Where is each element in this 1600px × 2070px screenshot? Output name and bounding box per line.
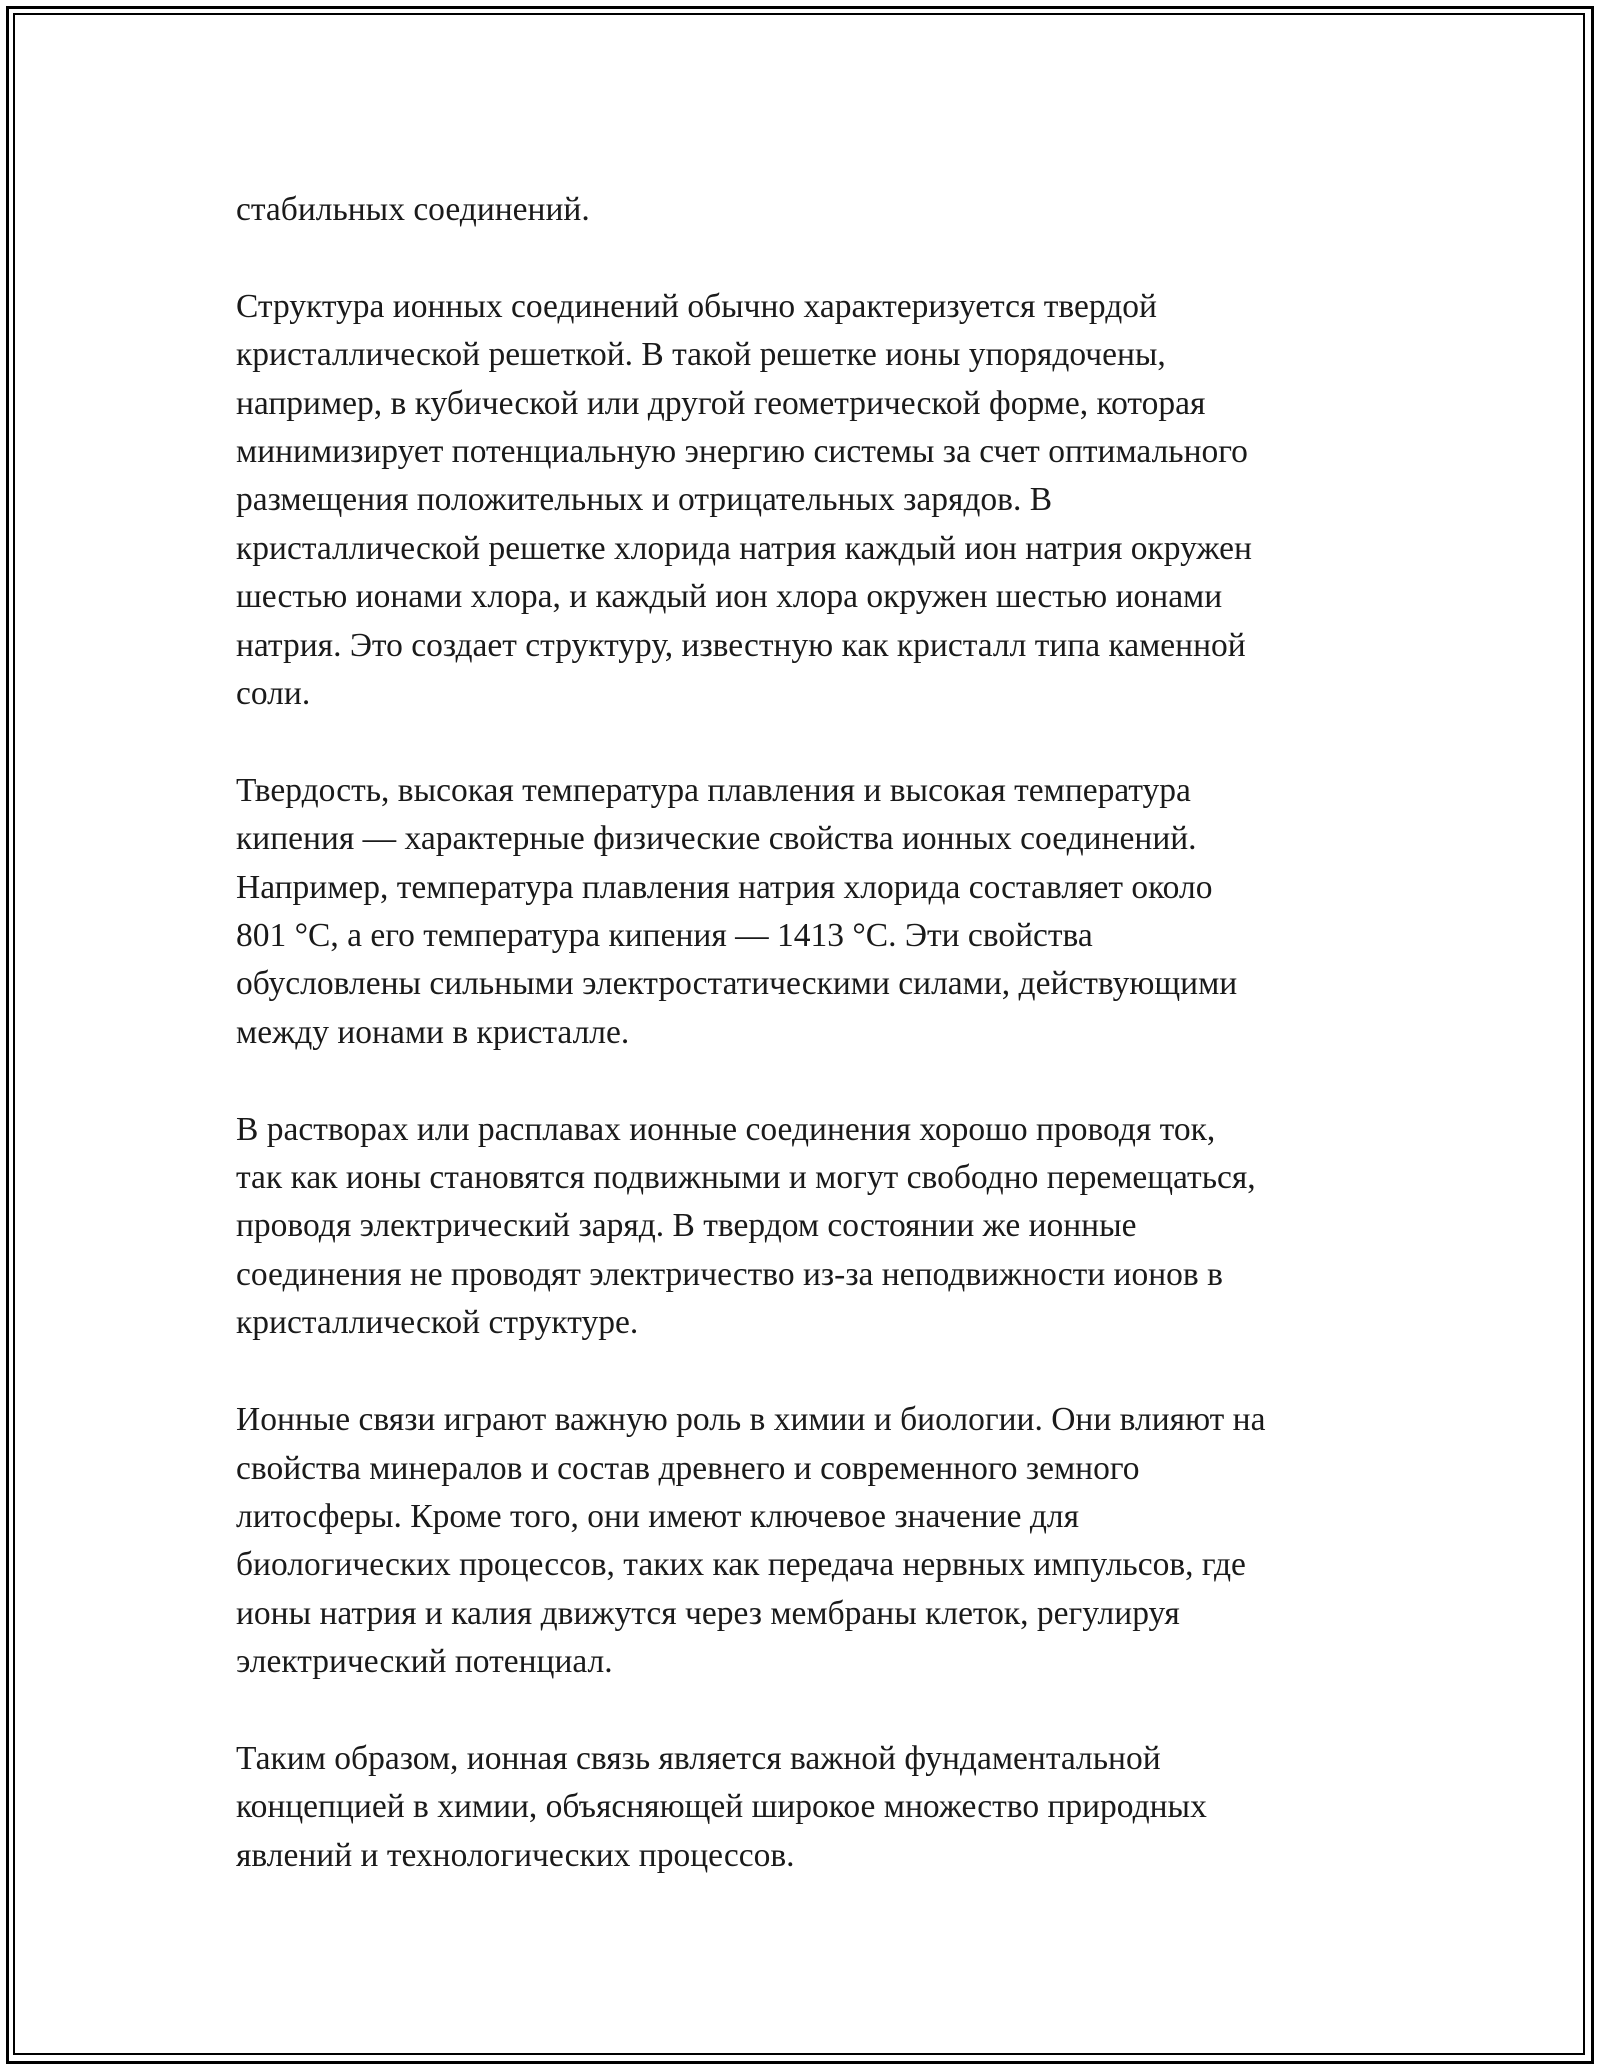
paragraph: стабильных соединений. bbox=[236, 191, 590, 228]
paragraph: Ионные связи играют важную роль в химии и биологии. Они влияют на свойства минералов и состав древнего и современного земного литосферы. Кроме того, они имеют ключевое значение для биологических процессов, таких как передача нервных импульсов, где ионы натрия и калия движутся через мембраны клеток, регулируя электрический потенциал. bbox=[236, 1401, 1266, 1681]
paragraph: Твердость, высокая температура плавления и высокая температура кипения — характерные физические свойства ионных соединений. Например, температура плавления натрия хлорида составляет около 801 °C, а его температура кипения — 1413 °C. Эти свойства обусловлены сильными электростатическими силами, действующими между ионами в кристалле. bbox=[236, 771, 1238, 1051]
paragraph: Структура ионных соединений обычно характеризуется твердой кристаллической решеткой. В такой решетке ионы упорядочены, например, в кубической или другой геометрической форме, которая минимизирует потенциальную энергию системы за счет оптимального размещения положительных и отрицательных зарядов. В кристаллической решетке хлорида натрия каждый ион натрия окружен шестью ионами хлора, и каждый ион хлора окружен шестью ионами натрия. Это создает структуру, известную как кристалл типа каменной соли. bbox=[236, 287, 1252, 713]
paragraph: В растворах или расплавах ионные соединения хорошо проводя ток, так как ионы становятся подвижными и могут свободно перемещаться, проводя электрический заряд. В твердом состоянии же ионные соединения не проводят электричество из-за неподвижности ионов в кристаллической структуре. bbox=[236, 1110, 1256, 1342]
paragraph: Таким образом, ионная связь является важной фундаментальной концепцией в химии, объясняющей широкое множество природных явлений и технологических процессов. bbox=[236, 1739, 1207, 1874]
document-body bbox=[236, 186, 1376, 1929]
